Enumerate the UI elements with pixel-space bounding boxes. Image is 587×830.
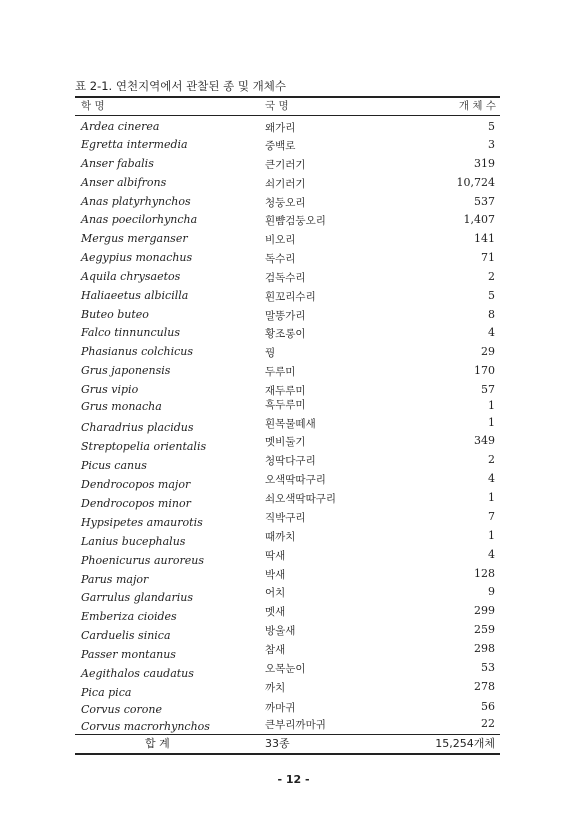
row-scientific-name: Anser fabalis [81, 157, 154, 170]
table-caption: 표 2-1. 연천지역에서 관찰된 종 및 개체수 [75, 79, 287, 93]
row-korean-name: 때까치 [265, 531, 296, 543]
row-count: 29 [481, 345, 495, 358]
row-korean-name: 까마귀 [265, 702, 296, 714]
row-count: 56 [481, 700, 495, 713]
row-scientific-name: Haliaeetus albicilla [81, 289, 189, 302]
row-count: 5 [488, 289, 495, 302]
row-korean-name: 흰뺨검둥오리 [265, 215, 326, 227]
row-scientific-name: Buteo buteo [81, 308, 149, 321]
row-scientific-name: Lanius bucephalus [81, 535, 186, 548]
row-scientific-name: Passer montanus [81, 648, 176, 661]
row-count: 1 [488, 529, 495, 542]
row-count: 22 [481, 717, 495, 730]
row-count: 4 [488, 326, 495, 339]
row-scientific-name: Picus canus [81, 459, 147, 472]
row-korean-name: 오색딱따구리 [265, 474, 326, 486]
row-count: 278 [474, 680, 495, 693]
row-count: 1 [488, 491, 495, 504]
row-scientific-name: Dendrocopos minor [81, 497, 191, 510]
row-count: 53 [481, 661, 495, 674]
row-scientific-name: Charadrius placidus [81, 421, 194, 434]
row-scientific-name: Grus monacha [81, 400, 162, 413]
row-korean-name: 흑두루미 [265, 399, 306, 411]
row-count: 537 [474, 195, 495, 208]
row-korean-name: 말똥가리 [265, 310, 306, 322]
row-korean-name: 큰기러기 [265, 159, 306, 171]
row-scientific-name: Phasianus colchicus [81, 345, 194, 358]
row-korean-name: 재두루미 [265, 385, 306, 397]
row-count: 1 [488, 416, 495, 429]
row-korean-name: 황조롱이 [265, 328, 306, 340]
row-scientific-name: Pica pica [81, 686, 132, 699]
header-scientific-name: 학 명 [81, 100, 105, 112]
row-korean-name: 까치 [265, 682, 286, 694]
total-label: 합 계 [145, 737, 170, 750]
row-korean-name: 흰꼬리수리 [265, 291, 316, 303]
row-korean-name: 꿩 [265, 347, 276, 359]
row-count: 9 [488, 585, 495, 598]
total-species: 33종 [265, 737, 290, 750]
row-korean-name: 큰부리까마귀 [265, 719, 326, 731]
row-count: 259 [474, 623, 495, 636]
row-scientific-name: Mergus merganser [81, 232, 188, 245]
row-korean-name: 비오리 [265, 234, 296, 246]
row-count: 2 [488, 453, 495, 466]
row-korean-name: 참새 [265, 644, 286, 656]
row-korean-name: 독수리 [265, 253, 296, 265]
row-count: 299 [474, 604, 495, 617]
row-scientific-name: Grus japonensis [81, 364, 171, 377]
row-count: 4 [488, 548, 495, 561]
row-count: 319 [474, 157, 495, 170]
row-scientific-name: Streptopelia orientalis [81, 440, 207, 453]
row-korean-name: 청둥오리 [265, 197, 306, 209]
row-count: 170 [474, 364, 495, 377]
page-number: - 12 - [277, 773, 310, 786]
row-count: 5 [488, 120, 495, 133]
row-scientific-name: Anser albifrons [81, 176, 167, 189]
row-count: 141 [474, 232, 495, 245]
row-scientific-name: Grus vipio [81, 383, 139, 396]
row-count: 1,407 [463, 213, 495, 226]
header-count: 개 체 수 [458, 100, 496, 112]
row-count: 4 [488, 472, 495, 485]
row-korean-name: 오목눈이 [265, 663, 306, 675]
row-count: 128 [474, 567, 495, 580]
table-bottom-rule [75, 753, 500, 755]
row-count: 7 [488, 510, 495, 523]
row-count: 349 [474, 434, 495, 447]
total-count: 15,254개체 [435, 737, 495, 750]
row-korean-name: 왜가리 [265, 122, 296, 134]
row-count: 3 [488, 138, 495, 151]
header-korean-name: 국 명 [265, 100, 289, 112]
row-korean-name: 쇠오색딱따구리 [265, 493, 337, 505]
row-count: 71 [481, 251, 495, 264]
row-korean-name: 청딱다구리 [265, 455, 316, 467]
header-rule [75, 115, 500, 116]
row-scientific-name: Egretta intermedia [81, 138, 188, 151]
row-count: 8 [488, 308, 495, 321]
row-korean-name: 두루미 [265, 366, 296, 378]
row-scientific-name: Hypsipetes amaurotis [81, 516, 203, 529]
row-scientific-name: Corvus corone [81, 703, 162, 716]
row-scientific-name: Emberiza cioides [81, 610, 177, 623]
row-scientific-name: Aegithalos caudatus [81, 667, 194, 680]
row-scientific-name: Phoenicurus auroreus [81, 554, 204, 567]
row-korean-name: 멧비둘기 [265, 436, 306, 448]
row-scientific-name: Ardea cinerea [81, 120, 160, 133]
row-korean-name: 검독수리 [265, 272, 306, 284]
row-korean-name: 직박구리 [265, 512, 306, 524]
row-korean-name: 방울새 [265, 625, 296, 637]
row-scientific-name: Anas platyrhynchos [81, 195, 191, 208]
row-scientific-name: Corvus macrorhynchos [81, 720, 210, 733]
row-scientific-name: Anas poecilorhyncha [81, 213, 198, 226]
row-scientific-name: Aegypius monachus [81, 251, 193, 264]
row-scientific-name: Parus major [81, 573, 149, 586]
row-scientific-name: Aquila chrysaetos [81, 270, 181, 283]
row-korean-name: 흰목물떼새 [265, 418, 316, 430]
row-scientific-name: Dendrocopos major [81, 478, 191, 491]
row-korean-name: 어치 [265, 587, 286, 599]
row-count: 298 [474, 642, 495, 655]
row-scientific-name: Garrulus glandarius [81, 591, 193, 604]
row-korean-name: 중백로 [265, 140, 296, 152]
row-korean-name: 멧새 [265, 606, 286, 618]
row-count: 1 [488, 399, 495, 412]
row-count: 2 [488, 270, 495, 283]
row-count: 57 [481, 383, 495, 396]
row-korean-name: 박새 [265, 569, 286, 581]
species-table [75, 96, 500, 755]
row-korean-name: 쇠기러기 [265, 178, 306, 190]
row-count: 10,724 [456, 176, 495, 189]
row-scientific-name: Falco tinnunculus [81, 326, 181, 339]
row-korean-name: 딱새 [265, 550, 286, 562]
row-scientific-name: Carduelis sinica [81, 629, 171, 642]
